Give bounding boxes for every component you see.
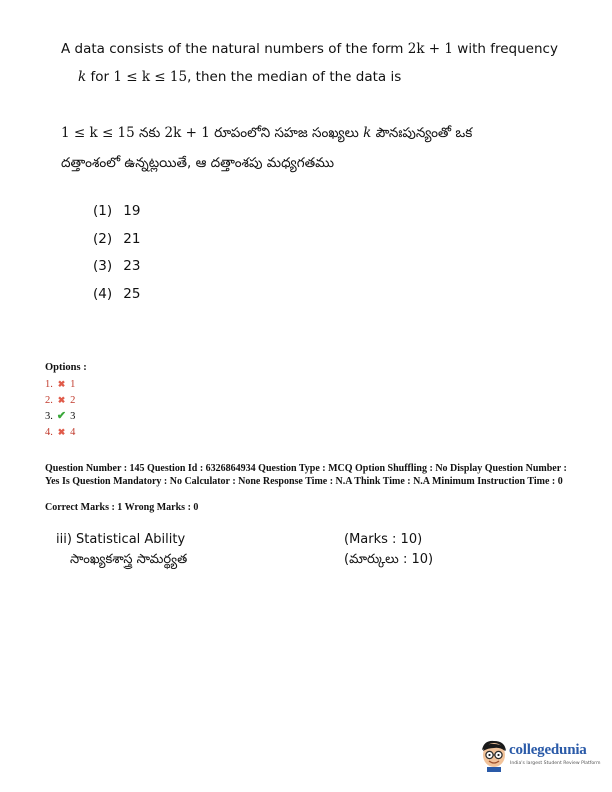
question-text-1: A data consists of the natural numbers of the form [61,41,408,57]
section-title [56,530,187,570]
choice-1[interactable] [93,201,140,229]
option-2 [45,392,87,408]
math-range: 1 ≤ k ≤ 15 [113,69,188,85]
question-metadata: Question Number : 145 Question Id : 6326864934 Question Type : MCQ Option Shuffling : No Display Question Number : Yes Is Question Mandatory : No Calculator : None Response Time : N.A Think Time : N.A Minimum Instruction Time : 0 [45,463,567,487]
option-value: 3 [70,411,76,422]
te-text-2: రూపంలోని సహజ సంఖ్యలు [209,125,364,141]
collegedunia-logo [478,738,601,774]
math-expr-te: 2k + 1 [164,125,210,141]
option-1 [45,376,87,392]
choice-value: 19 [123,203,141,219]
section-marks-en: (Marks : 10) [344,532,423,547]
question-text-2: with frequency [453,41,558,57]
option-4 [45,424,87,440]
section-marks [344,530,433,570]
options-header: Options : [45,362,87,373]
option-number: 1. [45,379,53,390]
te-text-3: పౌనఃపున్యంతో ఒక [371,125,473,141]
math-k: k [78,69,87,85]
logo-name: collegedunia [509,742,587,758]
option-value: 2 [70,395,76,406]
options-list [45,362,87,440]
cross-icon: ✖ [57,427,66,437]
option-value: 4 [70,427,76,438]
section-title-en: iii) Statistical Ability [56,532,186,547]
option-number: 4. [45,427,53,438]
cross-icon: ✖ [57,395,66,405]
choice-4[interactable] [93,284,140,312]
question-line-2 [61,63,561,91]
math-k-te: k [363,125,372,141]
check-icon: ✔ [56,410,67,422]
question-english [61,35,561,91]
choice-value: 21 [123,230,141,247]
choice-number: (2) [93,230,113,247]
logo-tagline: India's largest Student Review Platform [510,761,601,766]
math-expr: 2k + 1 [407,41,453,57]
section-marks-te: (మార్కులు : 10) [344,552,434,567]
te-text-line-2: దత్తాంశంలో ఉన్నట్లయితే, ఆ దత్తాంశపు మధ్యగతము [61,155,335,171]
cross-icon: ✖ [57,379,66,389]
choice-value: 23 [123,258,141,274]
te-text-1: నకు [134,125,165,141]
question-text-3: for [86,69,114,85]
option-3 [45,408,87,424]
choice-value: 25 [123,285,141,302]
marks-info: Correct Marks : 1 Wrong Marks : 0 [45,502,199,513]
choice-number: (4) [93,285,113,302]
option-number: 2. [45,395,53,406]
math-range-te: 1 ≤ k ≤ 15 [61,125,135,141]
question-text-4: , then the median of the data is [187,69,402,85]
question-telugu [61,118,561,178]
choice-number: (3) [93,258,113,274]
section-title-te: సాంఖ్యకశాస్త్ర సామర్థ్యత [70,552,188,567]
choice-3[interactable] [93,256,140,284]
option-value: 1 [70,379,76,390]
mascot-icon [478,738,510,772]
choice-number: (1) [93,203,113,219]
answer-choices [93,201,140,311]
choice-2[interactable] [93,229,140,257]
option-number: 3. [45,411,53,422]
